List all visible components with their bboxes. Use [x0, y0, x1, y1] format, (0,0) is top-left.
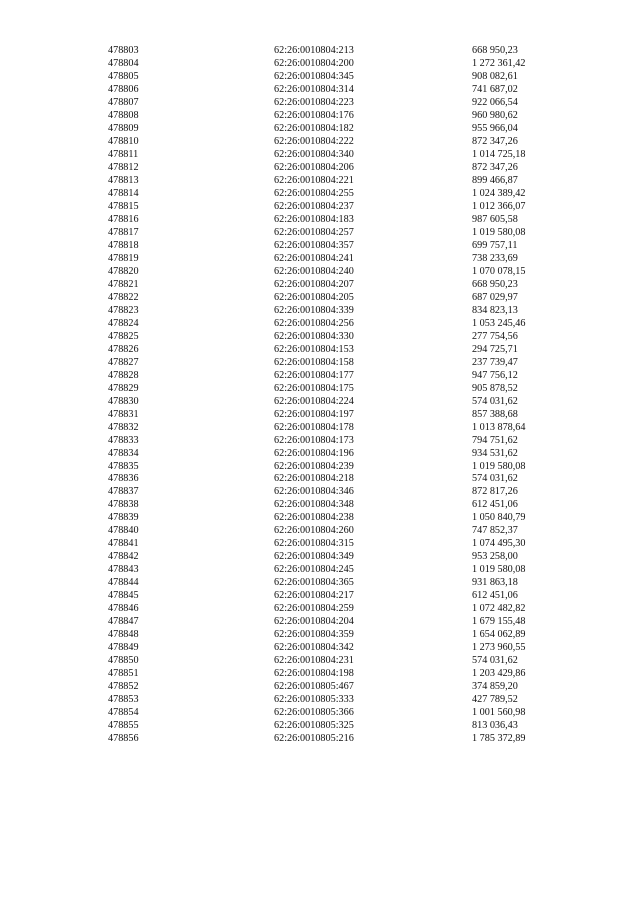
cadastral-number-cell: 62:26:0010804:345	[274, 70, 354, 82]
cadastral-number-cell: 62:26:0010804:260	[274, 525, 354, 537]
table-row	[108, 344, 582, 357]
cadastral-number-cell: 62:26:0010804:218	[274, 473, 354, 485]
row-id-cell: 478818	[108, 239, 139, 251]
cadastral-number-cell: 62:26:0010804:176	[274, 109, 354, 121]
cadastral-number-cell: 62:26:0010805:325	[274, 720, 354, 732]
row-id-cell: 478846	[108, 603, 139, 615]
row-id-cell: 478847	[108, 616, 139, 628]
cadastral-number-cell: 62:26:0010805:366	[274, 707, 354, 719]
cadastral-value-cell: 1 050 840,79	[472, 512, 526, 524]
table-row	[108, 162, 582, 175]
row-id-cell: 478805	[108, 70, 139, 82]
table-row	[108, 292, 582, 305]
row-id-cell: 478823	[108, 304, 139, 316]
cadastral-value-cell: 955 966,04	[472, 122, 518, 134]
row-id-cell: 478827	[108, 356, 139, 368]
cadastral-value-cell: 1 001 560,98	[472, 707, 526, 719]
table-row	[108, 486, 582, 499]
table-row	[108, 499, 582, 512]
cadastral-value-cell: 574 031,62	[472, 395, 518, 407]
cadastral-value-cell: 872 817,26	[472, 486, 518, 498]
cadastral-number-cell: 62:26:0010804:217	[274, 590, 354, 602]
table-row	[108, 84, 582, 97]
row-id-cell: 478816	[108, 213, 139, 225]
cadastral-value-cell: 1 070 078,15	[472, 265, 526, 277]
table-row	[108, 175, 582, 188]
cadastral-value-cell: 1 019 580,08	[472, 460, 526, 472]
table-row	[108, 435, 582, 448]
cadastral-number-cell: 62:26:0010804:198	[274, 668, 354, 680]
cadastral-number-cell: 62:26:0010804:365	[274, 577, 354, 589]
cadastral-number-cell: 62:26:0010805:216	[274, 733, 354, 745]
table-row	[108, 253, 582, 266]
row-id-cell: 478826	[108, 343, 139, 355]
row-id-cell: 478817	[108, 226, 139, 238]
table-row	[108, 668, 582, 681]
table-row	[108, 681, 582, 694]
cadastral-value-cell: 741 687,02	[472, 83, 518, 95]
cadastral-value-cell: 747 852,37	[472, 525, 518, 537]
table-row	[108, 266, 582, 279]
row-id-cell: 478819	[108, 252, 139, 264]
row-id-cell: 478849	[108, 642, 139, 654]
table-row	[108, 227, 582, 240]
cadastral-number-cell: 62:26:0010804:237	[274, 200, 354, 212]
table-row	[108, 409, 582, 422]
row-id-cell: 478812	[108, 161, 139, 173]
cadastral-value-cell: 1 785 372,89	[472, 733, 526, 745]
cadastral-value-cell: 668 950,23	[472, 45, 518, 56]
cadastral-number-cell: 62:26:0010804:245	[274, 564, 354, 576]
cadastral-number-cell: 62:26:0010804:238	[274, 512, 354, 524]
row-id-cell: 478809	[108, 122, 139, 134]
cadastral-number-cell: 62:26:0010804:348	[274, 499, 354, 511]
cadastral-value-cell: 857 388,68	[472, 408, 518, 420]
cadastral-number-cell: 62:26:0010804:175	[274, 382, 354, 394]
table-row	[108, 694, 582, 707]
cadastral-value-cell: 427 789,52	[472, 694, 518, 706]
row-id-cell: 478831	[108, 408, 139, 420]
row-id-cell: 478808	[108, 109, 139, 121]
cadastral-value-cell: 1 053 245,46	[472, 317, 526, 329]
table-row	[108, 655, 582, 668]
cadastral-number-cell: 62:26:0010804:183	[274, 213, 354, 225]
row-id-cell: 478830	[108, 395, 139, 407]
cadastral-value-table	[108, 45, 582, 746]
cadastral-value-cell: 953 258,00	[472, 551, 518, 563]
cadastral-value-cell: 931 863,18	[472, 577, 518, 589]
cadastral-number-cell: 62:26:0010805:333	[274, 694, 354, 706]
cadastral-value-cell: 1 013 878,64	[472, 421, 526, 433]
table-row	[108, 318, 582, 331]
row-id-cell: 478844	[108, 577, 139, 589]
row-id-cell: 478811	[108, 148, 139, 160]
cadastral-value-cell: 872 347,26	[472, 161, 518, 173]
row-id-cell: 478825	[108, 330, 139, 342]
table-row	[108, 720, 582, 733]
cadastral-value-cell: 1 272 361,42	[472, 57, 526, 69]
table-row	[108, 58, 582, 71]
cadastral-number-cell: 62:26:0010804:342	[274, 642, 354, 654]
table-row	[108, 616, 582, 629]
cadastral-value-cell: 934 531,62	[472, 447, 518, 459]
cadastral-value-cell: 1 273 960,55	[472, 642, 526, 654]
cadastral-value-cell: 237 739,47	[472, 356, 518, 368]
cadastral-value-cell: 1 019 580,08	[472, 226, 526, 238]
row-id-cell: 478804	[108, 57, 139, 69]
table-row	[108, 448, 582, 461]
table-row	[108, 136, 582, 149]
cadastral-number-cell: 62:26:0010804:239	[274, 460, 354, 472]
cadastral-number-cell: 62:26:0010804:257	[274, 226, 354, 238]
row-id-cell: 478850	[108, 655, 139, 667]
table-row	[108, 240, 582, 253]
cadastral-value-cell: 1 014 725,18	[472, 148, 526, 160]
table-row	[108, 629, 582, 642]
row-id-cell: 478840	[108, 525, 139, 537]
cadastral-value-cell: 1 012 366,07	[472, 200, 526, 212]
row-id-cell: 478855	[108, 720, 139, 732]
cadastral-number-cell: 62:26:0010804:204	[274, 616, 354, 628]
cadastral-value-cell: 738 233,69	[472, 252, 518, 264]
table-row	[108, 733, 582, 746]
cadastral-value-cell: 899 466,87	[472, 174, 518, 186]
table-row	[108, 461, 582, 474]
cadastral-value-cell: 612 451,06	[472, 590, 518, 602]
cadastral-number-cell: 62:26:0010804:330	[274, 330, 354, 342]
table-row	[108, 603, 582, 616]
table-row	[108, 370, 582, 383]
cadastral-number-cell: 62:26:0010804:231	[274, 655, 354, 667]
table-row	[108, 71, 582, 84]
table-row	[108, 45, 582, 58]
table-row	[108, 123, 582, 136]
cadastral-number-cell: 62:26:0010804:206	[274, 161, 354, 173]
table-row	[108, 512, 582, 525]
row-id-cell: 478829	[108, 382, 139, 394]
cadastral-value-cell: 574 031,62	[472, 655, 518, 667]
cadastral-number-cell: 62:26:0010804:357	[274, 239, 354, 251]
cadastral-number-cell: 62:26:0010804:224	[274, 395, 354, 407]
row-id-cell: 478803	[108, 45, 139, 56]
cadastral-number-cell: 62:26:0010804:178	[274, 421, 354, 433]
table-row	[108, 97, 582, 110]
row-id-cell: 478814	[108, 187, 139, 199]
table-row	[108, 538, 582, 551]
row-id-cell: 478815	[108, 200, 139, 212]
row-id-cell: 478853	[108, 694, 139, 706]
row-id-cell: 478821	[108, 278, 139, 290]
cadastral-value-cell: 294 725,71	[472, 343, 518, 355]
table-body	[108, 45, 582, 746]
cadastral-value-cell: 1 024 389,42	[472, 187, 526, 199]
row-id-cell: 478838	[108, 499, 139, 511]
row-id-cell: 478852	[108, 681, 139, 693]
cadastral-number-cell: 62:26:0010804:259	[274, 603, 354, 615]
table-row	[108, 707, 582, 720]
table-row	[108, 396, 582, 409]
cadastral-value-cell: 1 072 482,82	[472, 603, 526, 615]
cadastral-number-cell: 62:26:0010805:467	[274, 681, 354, 693]
row-id-cell: 478848	[108, 629, 139, 641]
cadastral-value-cell: 668 950,23	[472, 278, 518, 290]
row-id-cell: 478834	[108, 447, 139, 459]
cadastral-value-cell: 1 679 155,48	[472, 616, 526, 628]
table-row	[108, 201, 582, 214]
cadastral-value-cell: 1 654 062,89	[472, 629, 526, 641]
row-id-cell: 478833	[108, 434, 139, 446]
cadastral-number-cell: 62:26:0010804:315	[274, 538, 354, 550]
cadastral-value-cell: 1 019 580,08	[472, 564, 526, 576]
cadastral-number-cell: 62:26:0010804:196	[274, 447, 354, 459]
table-row	[108, 357, 582, 370]
row-id-cell: 478842	[108, 551, 139, 563]
cadastral-number-cell: 62:26:0010804:222	[274, 135, 354, 147]
table-row	[108, 383, 582, 396]
row-id-cell: 478835	[108, 460, 139, 472]
cadastral-value-cell: 813 036,43	[472, 720, 518, 732]
table-row	[108, 188, 582, 201]
table-row	[108, 149, 582, 162]
cadastral-number-cell: 62:26:0010804:182	[274, 122, 354, 134]
row-id-cell: 478837	[108, 486, 139, 498]
table-row	[108, 564, 582, 577]
table-row	[108, 590, 582, 603]
cadastral-value-cell: 374 859,20	[472, 681, 518, 693]
cadastral-number-cell: 62:26:0010804:359	[274, 629, 354, 641]
table-row	[108, 279, 582, 292]
row-id-cell: 478836	[108, 473, 139, 485]
row-id-cell: 478851	[108, 668, 139, 680]
cadastral-value-cell: 794 751,62	[472, 434, 518, 446]
row-id-cell: 478832	[108, 421, 139, 433]
cadastral-value-cell: 687 029,97	[472, 291, 518, 303]
row-id-cell: 478845	[108, 590, 139, 602]
cadastral-number-cell: 62:26:0010804:340	[274, 148, 354, 160]
row-id-cell: 478828	[108, 369, 139, 381]
cadastral-value-cell: 277 754,56	[472, 330, 518, 342]
table-row	[108, 525, 582, 538]
cadastral-number-cell: 62:26:0010804:153	[274, 343, 354, 355]
cadastral-number-cell: 62:26:0010804:213	[274, 45, 354, 56]
cadastral-number-cell: 62:26:0010804:205	[274, 291, 354, 303]
cadastral-number-cell: 62:26:0010804:255	[274, 187, 354, 199]
row-id-cell: 478843	[108, 564, 139, 576]
row-id-cell: 478854	[108, 707, 139, 719]
cadastral-number-cell: 62:26:0010804:173	[274, 434, 354, 446]
row-id-cell: 478839	[108, 512, 139, 524]
row-id-cell: 478841	[108, 538, 139, 550]
table-row	[108, 214, 582, 227]
table-row	[108, 305, 582, 318]
table-row	[108, 551, 582, 564]
row-id-cell: 478807	[108, 96, 139, 108]
row-id-cell: 478813	[108, 174, 139, 186]
cadastral-number-cell: 62:26:0010804:240	[274, 265, 354, 277]
cadastral-number-cell: 62:26:0010804:241	[274, 252, 354, 264]
cadastral-value-cell: 699 757,11	[472, 239, 518, 251]
cadastral-number-cell: 62:26:0010804:346	[274, 486, 354, 498]
cadastral-number-cell: 62:26:0010804:223	[274, 96, 354, 108]
cadastral-number-cell: 62:26:0010804:314	[274, 83, 354, 95]
cadastral-value-cell: 922 066,54	[472, 96, 518, 108]
table-row	[108, 642, 582, 655]
cadastral-value-cell: 574 031,62	[472, 473, 518, 485]
row-id-cell: 478810	[108, 135, 139, 147]
row-id-cell: 478824	[108, 317, 139, 329]
row-id-cell: 478820	[108, 265, 139, 277]
table-row	[108, 422, 582, 435]
table-row	[108, 473, 582, 486]
cadastral-number-cell: 62:26:0010804:339	[274, 304, 354, 316]
cadastral-value-cell: 872 347,26	[472, 135, 518, 147]
cadastral-value-cell: 987 605,58	[472, 213, 518, 225]
cadastral-number-cell: 62:26:0010804:177	[274, 369, 354, 381]
cadastral-value-cell: 612 451,06	[472, 499, 518, 511]
cadastral-number-cell: 62:26:0010804:197	[274, 408, 354, 420]
cadastral-value-cell: 960 980,62	[472, 109, 518, 121]
table-row	[108, 331, 582, 344]
cadastral-number-cell: 62:26:0010804:221	[274, 174, 354, 186]
cadastral-number-cell: 62:26:0010804:349	[274, 551, 354, 563]
cadastral-value-cell: 905 878,52	[472, 382, 518, 394]
cadastral-value-cell: 1 074 495,30	[472, 538, 526, 550]
table-row	[108, 577, 582, 590]
cadastral-number-cell: 62:26:0010804:158	[274, 356, 354, 368]
row-id-cell: 478822	[108, 291, 139, 303]
row-id-cell: 478806	[108, 83, 139, 95]
cadastral-value-cell: 1 203 429,86	[472, 668, 526, 680]
cadastral-number-cell: 62:26:0010804:256	[274, 317, 354, 329]
cadastral-value-cell: 834 823,13	[472, 304, 518, 316]
cadastral-number-cell: 62:26:0010804:200	[274, 57, 354, 69]
table-row	[108, 110, 582, 123]
cadastral-value-cell: 947 756,12	[472, 369, 518, 381]
cadastral-value-cell: 908 082,61	[472, 70, 518, 82]
cadastral-number-cell: 62:26:0010804:207	[274, 278, 354, 290]
row-id-cell: 478856	[108, 733, 139, 745]
